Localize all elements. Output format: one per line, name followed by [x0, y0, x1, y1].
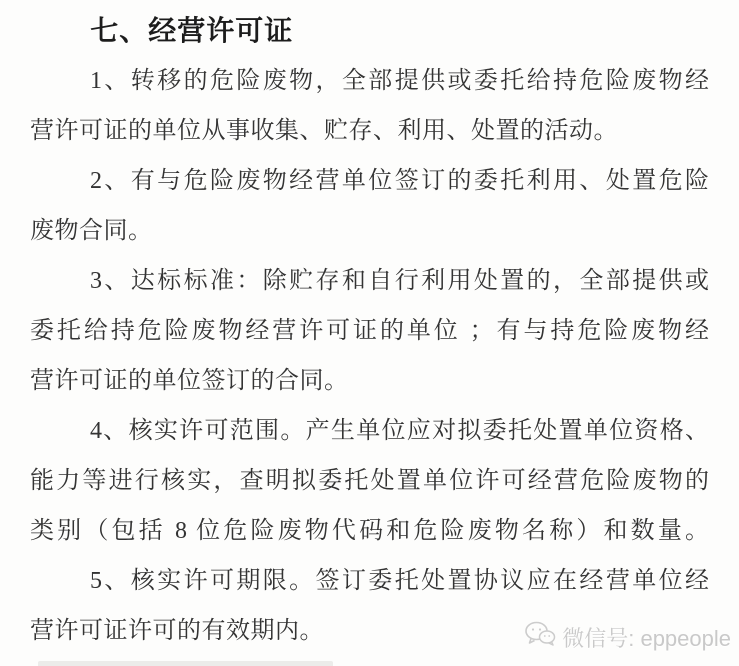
text-line: 2、有与危险废物经营单位签订的委托利用、处置危险 [90, 168, 709, 194]
text-line: 废物合同。 [30, 218, 153, 244]
text-line: 4、核实许可范围。产生单位应对拟委托处置单位资格、 [90, 418, 709, 444]
paragraph [30, 256, 709, 406]
paragraph [30, 156, 709, 256]
wechat-watermark [524, 620, 731, 654]
cutoff-content-smudge [38, 661, 333, 666]
text-line: 3、达标标准：除贮存和自行利用处置的，全部提供或 [90, 268, 709, 294]
text-line: 营许可证的单位签订的合同。 [30, 368, 349, 394]
text-line: 营许可证许可的有效期内。 [30, 618, 324, 644]
text-line: 委托给持危险废物经营许可证的单位 ；有与持危险废物经 [30, 318, 709, 344]
text-line: 能力等进行核实，查明拟委托处置单位许可经营危险废物的 [30, 468, 709, 494]
text-line: 5、核实许可期限。签订委托处置协议应在经营单位经 [90, 568, 709, 594]
section-heading: 七、经营许可证 [90, 15, 294, 46]
text-line: 营许可证的单位从事收集、贮存、利用、处置的活动。 [30, 118, 618, 144]
paragraph [30, 406, 709, 556]
text-line: 类别（包括 8 位危险废物代码和危险废物名称）和数量。 [30, 518, 709, 544]
watermark-label: 微信号: eppeople [562, 625, 731, 651]
text-line: 1、转移的危险废物，全部提供或委托给持危险废物经 [90, 68, 709, 94]
paragraph [30, 56, 709, 156]
wechat-icon [524, 620, 556, 654]
